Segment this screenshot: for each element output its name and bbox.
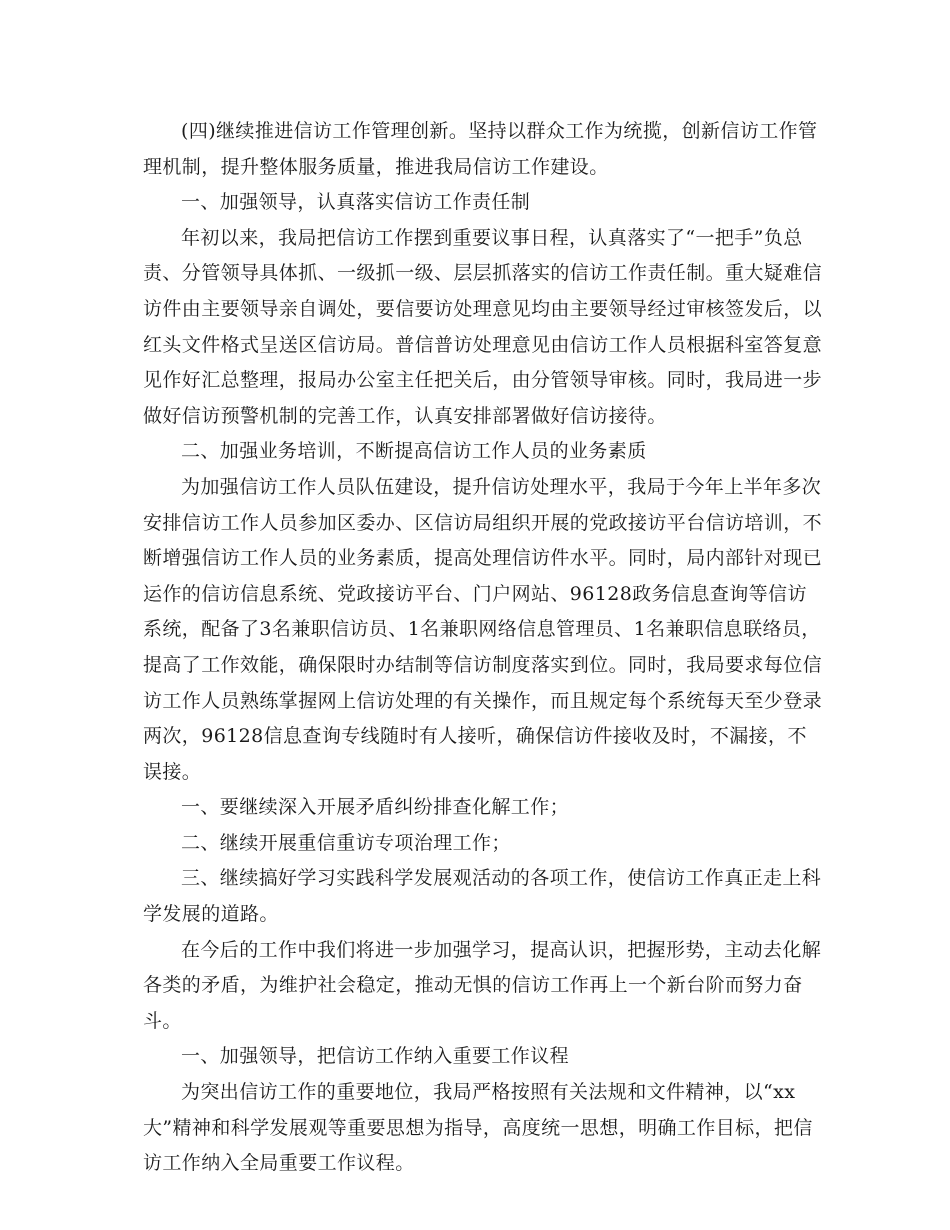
paragraph-management-innovation: (四)继续推进信访工作管理创新。坚持以群众工作为统揽，创新信访工作管理机制，提升整体服务质量，推进我局信访工作建设。: [143, 120, 818, 178]
paragraph-responsibility-system: 年初以来，我局把信访工作摆到重要议事日程，认真落实了“一把手”负总责、分管领导具体抓、一级抓一级、层层抓落实的信访工作责任制。重大疑难信访件由主要领导亲自调处，要信要访处理意见均由主要领导经过审核签发后，以红头文件格式呈送区信访局。普信普访处理意见由信访工作人员根据科室答复意见作好汇总整理，报局办公室主任把关后，由分管领导审核。同时，我局进一步做好信访预警机制的完善工作，认真安排部署做好信访接待。: [143, 226, 823, 427]
list-item-repeat-petitions: 二、继续开展重信重访专项治理工作；: [181, 831, 511, 854]
list-item-scientific-development: 三、继续搞好学习实践科学发展观活动的各项工作，使信访工作真正走上科学发展的道路。: [143, 867, 822, 926]
list-item-conflict-resolution: 一、要继续深入开展矛盾纠纷排查化解工作；: [181, 796, 570, 819]
heading-business-training: 二、加强业务培训，不断提高信访工作人员的业务素质: [181, 440, 647, 463]
paragraph-training-details: 为加强信访工作人员队伍建设，提升信访处理水平，我局于今年上半年多次安排信访工作人员参加区委办、区信访局组织开展的党政接访平台信访培训，不断增强信访工作人员的业务素质，提高处理信访件水平。同时，局内部针对现已运作的信访信息系统、党政接访平台、门户网站、96128政务信息查询等信访系统，配备了3名兼职信访员、1名兼职网络信息管理员、1名兼职信息联络员，提高了工作效能，确保限时办结制等信访制度落实到位。同时，我局要求每位信访工作人员熟练掌握网上信访处理的有关操作，而且规定每个系统每天至少登录两次，96128信息查询专线随时有人接听，确保信访件接收及时，不漏接，不误接。: [143, 475, 823, 783]
paragraph-future-work: 在今后的工作中我们将进一步加强学习，提高认识，把握形势，主动去化解各类的矛盾，为维护社会稳定，推动无惧的信访工作再上一个新台阶而努力奋斗。: [143, 938, 822, 1032]
document-body: [143, 114, 823, 1182]
heading-leadership-responsibility: 一、加强领导，认真落实信访工作责任制: [181, 191, 531, 214]
heading-agenda: 一、加强领导，把信访工作纳入重要工作议程: [181, 1045, 570, 1068]
paragraph-agenda-details: 为突出信访工作的重要地位，我局严格按照有关法规和文件精神，以“xx大”精神和科学发展观等重要思想为指导，高度统一思想，明确工作目标，把信访工作纳入全局重要工作议程。: [143, 1081, 813, 1175]
